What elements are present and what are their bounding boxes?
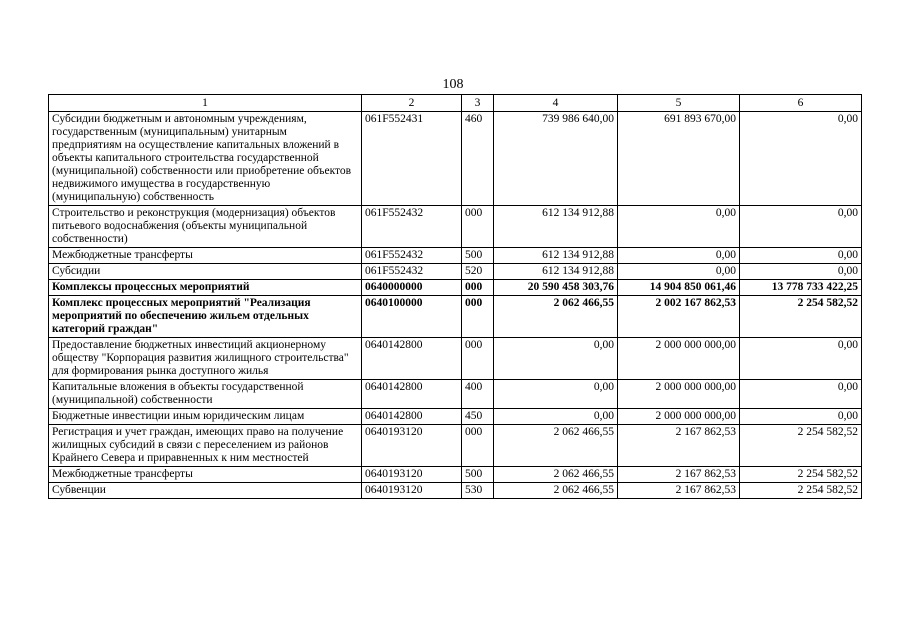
row-expense-type-cell: 500: [462, 248, 494, 264]
table-row: [49, 280, 862, 296]
row-name-cell: Предоставление бюджетных инвестиций акционерному обществу "Корпорация развития жилищного строительства" для формирования рынка доступного жилья: [49, 338, 362, 380]
budget-table: [48, 94, 862, 499]
row-value-col5-cell: 2 000 000 000,00: [618, 338, 740, 380]
row-code-cell: 061F552432: [362, 206, 462, 248]
row-value-col6-cell: 2 254 582,52: [740, 425, 862, 467]
row-value-col5-cell: 0,00: [618, 206, 740, 248]
row-value-col6-cell: 0,00: [740, 380, 862, 409]
row-value-col6-cell: 0,00: [740, 248, 862, 264]
page-number: 108: [442, 77, 464, 92]
row-value-col4-cell: 2 062 466,55: [494, 296, 618, 338]
table-header-row: [49, 95, 862, 112]
row-expense-type-cell: 530: [462, 483, 494, 499]
row-value-col6-cell: 2 254 582,52: [740, 296, 862, 338]
row-value-col4-cell: 2 062 466,55: [494, 467, 618, 483]
row-value-col6-cell: 0,00: [740, 206, 862, 248]
row-code-cell: 061F552432: [362, 248, 462, 264]
row-code-cell: 0640142800: [362, 409, 462, 425]
row-value-col5-cell: 14 904 850 061,46: [618, 280, 740, 296]
table-row: [49, 425, 862, 467]
row-value-col5-cell: 2 002 167 862,53: [618, 296, 740, 338]
row-value-col4-cell: 20 590 458 303,76: [494, 280, 618, 296]
row-expense-type-cell: 000: [462, 296, 494, 338]
table-body: [49, 112, 862, 499]
row-code-cell: 061F552431: [362, 112, 462, 206]
row-name-cell: Комплекс процессных мероприятий "Реализация мероприятий по обеспечению жильем отдельных категорий граждан": [49, 296, 362, 338]
row-expense-type-cell: 400: [462, 380, 494, 409]
row-value-col5-cell: 0,00: [618, 264, 740, 280]
row-value-col4-cell: 2 062 466,55: [494, 425, 618, 467]
row-value-col4-cell: 612 134 912,88: [494, 248, 618, 264]
row-code-cell: 0640100000: [362, 296, 462, 338]
column-header: 1: [49, 95, 362, 112]
row-value-col6-cell: 0,00: [740, 264, 862, 280]
row-name-cell: Комплексы процессных мероприятий: [49, 280, 362, 296]
row-name-cell: Строительство и реконструкция (модернизация) объектов питьевого водоснабжения (объекты муниципальной собственности): [49, 206, 362, 248]
table-row: [49, 248, 862, 264]
table-row: [49, 264, 862, 280]
row-value-col6-cell: 13 778 733 422,25: [740, 280, 862, 296]
row-name-cell: Межбюджетные трансферты: [49, 467, 362, 483]
table-row: [49, 467, 862, 483]
row-name-cell: Межбюджетные трансферты: [49, 248, 362, 264]
row-code-cell: 0640193120: [362, 467, 462, 483]
column-header: 6: [740, 95, 862, 112]
row-value-col5-cell: 2 167 862,53: [618, 483, 740, 499]
row-name-cell: Субвенции: [49, 483, 362, 499]
row-value-col4-cell: 0,00: [494, 409, 618, 425]
row-value-col4-cell: 612 134 912,88: [494, 206, 618, 248]
row-value-col4-cell: 2 062 466,55: [494, 483, 618, 499]
table-row: [49, 380, 862, 409]
row-code-cell: 0640000000: [362, 280, 462, 296]
row-expense-type-cell: 000: [462, 338, 494, 380]
row-expense-type-cell: 460: [462, 112, 494, 206]
row-name-cell: Капитальные вложения в объекты государственной (муниципальной) собственности: [49, 380, 362, 409]
table-row: [49, 296, 862, 338]
table-row: [49, 483, 862, 499]
row-value-col5-cell: 2 000 000 000,00: [618, 380, 740, 409]
row-expense-type-cell: 520: [462, 264, 494, 280]
row-expense-type-cell: 500: [462, 467, 494, 483]
row-value-col6-cell: 0,00: [740, 112, 862, 206]
row-value-col4-cell: 0,00: [494, 380, 618, 409]
row-value-col5-cell: 2 167 862,53: [618, 467, 740, 483]
row-value-col5-cell: 2 000 000 000,00: [618, 409, 740, 425]
row-code-cell: 0640142800: [362, 338, 462, 380]
row-name-cell: Бюджетные инвестиции иным юридическим лицам: [49, 409, 362, 425]
column-header: 3: [462, 95, 494, 112]
table-row: [49, 206, 862, 248]
row-code-cell: 0640193120: [362, 425, 462, 467]
row-value-col5-cell: 0,00: [618, 248, 740, 264]
row-expense-type-cell: 000: [462, 425, 494, 467]
row-code-cell: 0640142800: [362, 380, 462, 409]
row-code-cell: 0640193120: [362, 483, 462, 499]
row-value-col6-cell: 0,00: [740, 338, 862, 380]
row-value-col5-cell: 2 167 862,53: [618, 425, 740, 467]
column-header: 2: [362, 95, 462, 112]
row-name-cell: Субсидии: [49, 264, 362, 280]
row-value-col4-cell: 0,00: [494, 338, 618, 380]
row-expense-type-cell: 450: [462, 409, 494, 425]
row-value-col6-cell: 2 254 582,52: [740, 483, 862, 499]
row-name-cell: Регистрация и учет граждан, имеющих право на получение жилищных субсидий в связи с переселением из районов Крайнего Севера и приравненных к ним местностей: [49, 425, 362, 467]
table-row: [49, 112, 862, 206]
column-header: 4: [494, 95, 618, 112]
row-expense-type-cell: 000: [462, 280, 494, 296]
row-value-col6-cell: 0,00: [740, 409, 862, 425]
row-code-cell: 061F552432: [362, 264, 462, 280]
row-value-col6-cell: 2 254 582,52: [740, 467, 862, 483]
row-value-col4-cell: 612 134 912,88: [494, 264, 618, 280]
row-value-col4-cell: 739 986 640,00: [494, 112, 618, 206]
row-value-col5-cell: 691 893 670,00: [618, 112, 740, 206]
row-name-cell: Субсидии бюджетным и автономным учреждениям, государственным (муниципальным) унитарным предприятиям на осуществление капитальных вложений в объекты капитального строительства государственной (муниципальной) собственности или приобретение объектов недвижимого имущества в государственную (муниципальную) собственность: [49, 112, 362, 206]
row-expense-type-cell: 000: [462, 206, 494, 248]
table-row: [49, 409, 862, 425]
table-row: [49, 338, 862, 380]
column-header: 5: [618, 95, 740, 112]
